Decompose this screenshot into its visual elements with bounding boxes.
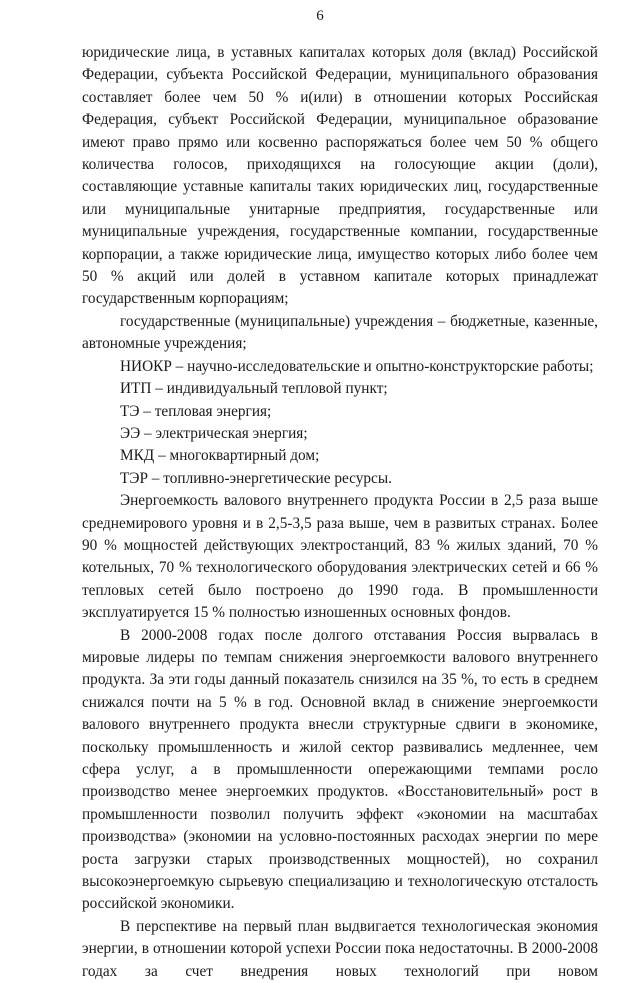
page-number: 6 (316, 8, 324, 24)
abbreviation-item: ЭЭ – электрическая энергия; (120, 424, 308, 442)
abbreviation-item: ТЭ – тепловая энергия; (120, 402, 272, 420)
paragraph-legal-entities: юридические лица, в уставных капиталах которых доля (вклад) Российской Федерации, субъекта Российской Федерации, муниципального образования составляет более чем 50 % и(или) в отношении которых Российская Федерация, субъект Российской Федерации, муниципальное образование имеют право прямо или косвенно распоряжаться более чем 50 % общего количества голосов, приходящихся на голосующие акции (доли), составляющие уставные капиталы таких юридических лиц, государственные или муниципальные унитарные предприятия, государственные или муниципальные учреждения, государственные компании, государственные корпорации, а также юридические лица, имущество которых либо более чем 50 % акций или долей в уставном капитале которых принадлежат государственным корпорациям; (82, 44, 598, 308)
paragraph-state-institutions: государственные (муниципальные) учреждения – бюджетные, казенные, автономные учреждения; (82, 312, 598, 353)
document-body (82, 42, 598, 983)
abbreviation-item: НИОКР – научно-исследовательские и опытно-конструкторские работы; (120, 357, 594, 375)
abbreviation-item: МКД – многоквартирный дом; (120, 447, 320, 465)
paragraph-2000-2008-decline: В 2000-2008 годах после долгого отставания Россия вырвалась в мировые лидеры по темпам снижения энергоемкости валового внутреннего продукта. За эти годы данный показатель снизился на 35 %, то есть в среднем снижался почти на 5 % в год. Основной вклад в снижение энергоемкости валового внутреннего продукта внесли структурные сдвиги в экономике, поскольку промышленность и жилой сектор развивались медленнее, чем сфера услуг, а в промышленности опережающими темпами росло производство менее энергоемких продуктов. «Восстановительный» рост в промышленности позволил получить эффект «экономии на масштабах производства» (экономии на условно-постоянных расходах энергии по мере роста загрузки старых производственных мощностей), но сохранил высокоэнергоемкую сырьевую специализацию и технологическую отсталость российской экономики. (82, 626, 598, 913)
abbreviation-item: ТЭР – топливно-энергетические ресурсы. (120, 469, 392, 487)
abbreviation-list (82, 356, 598, 490)
abbreviation-item: ИТП – индивидуальный тепловой пункт; (120, 380, 388, 398)
paragraph-energy-intensity: Энергоемкость валового внутреннего продукта России в 2,5 раза выше среднемирового уровня и в 2,5-3,5 раза выше, чем в развитых странах. Более 90 % мощностей действующих электростанций, 83 % жилых зданий, 70 % котельных, 70 % технологического оборудования электрических сетей и 66 % тепловых сетей было построено до 1990 года. В промышленности эксплуатируется 15 % полностью изношенных основных фондов. (82, 492, 598, 622)
paragraph-technological-savings: В перспективе на первый план выдвигается технологическая экономия энергии, в отношении которой успехи России пока недостаточны. В 2000-2008 годах за счет внедрения новых технологий при новом (82, 917, 598, 980)
